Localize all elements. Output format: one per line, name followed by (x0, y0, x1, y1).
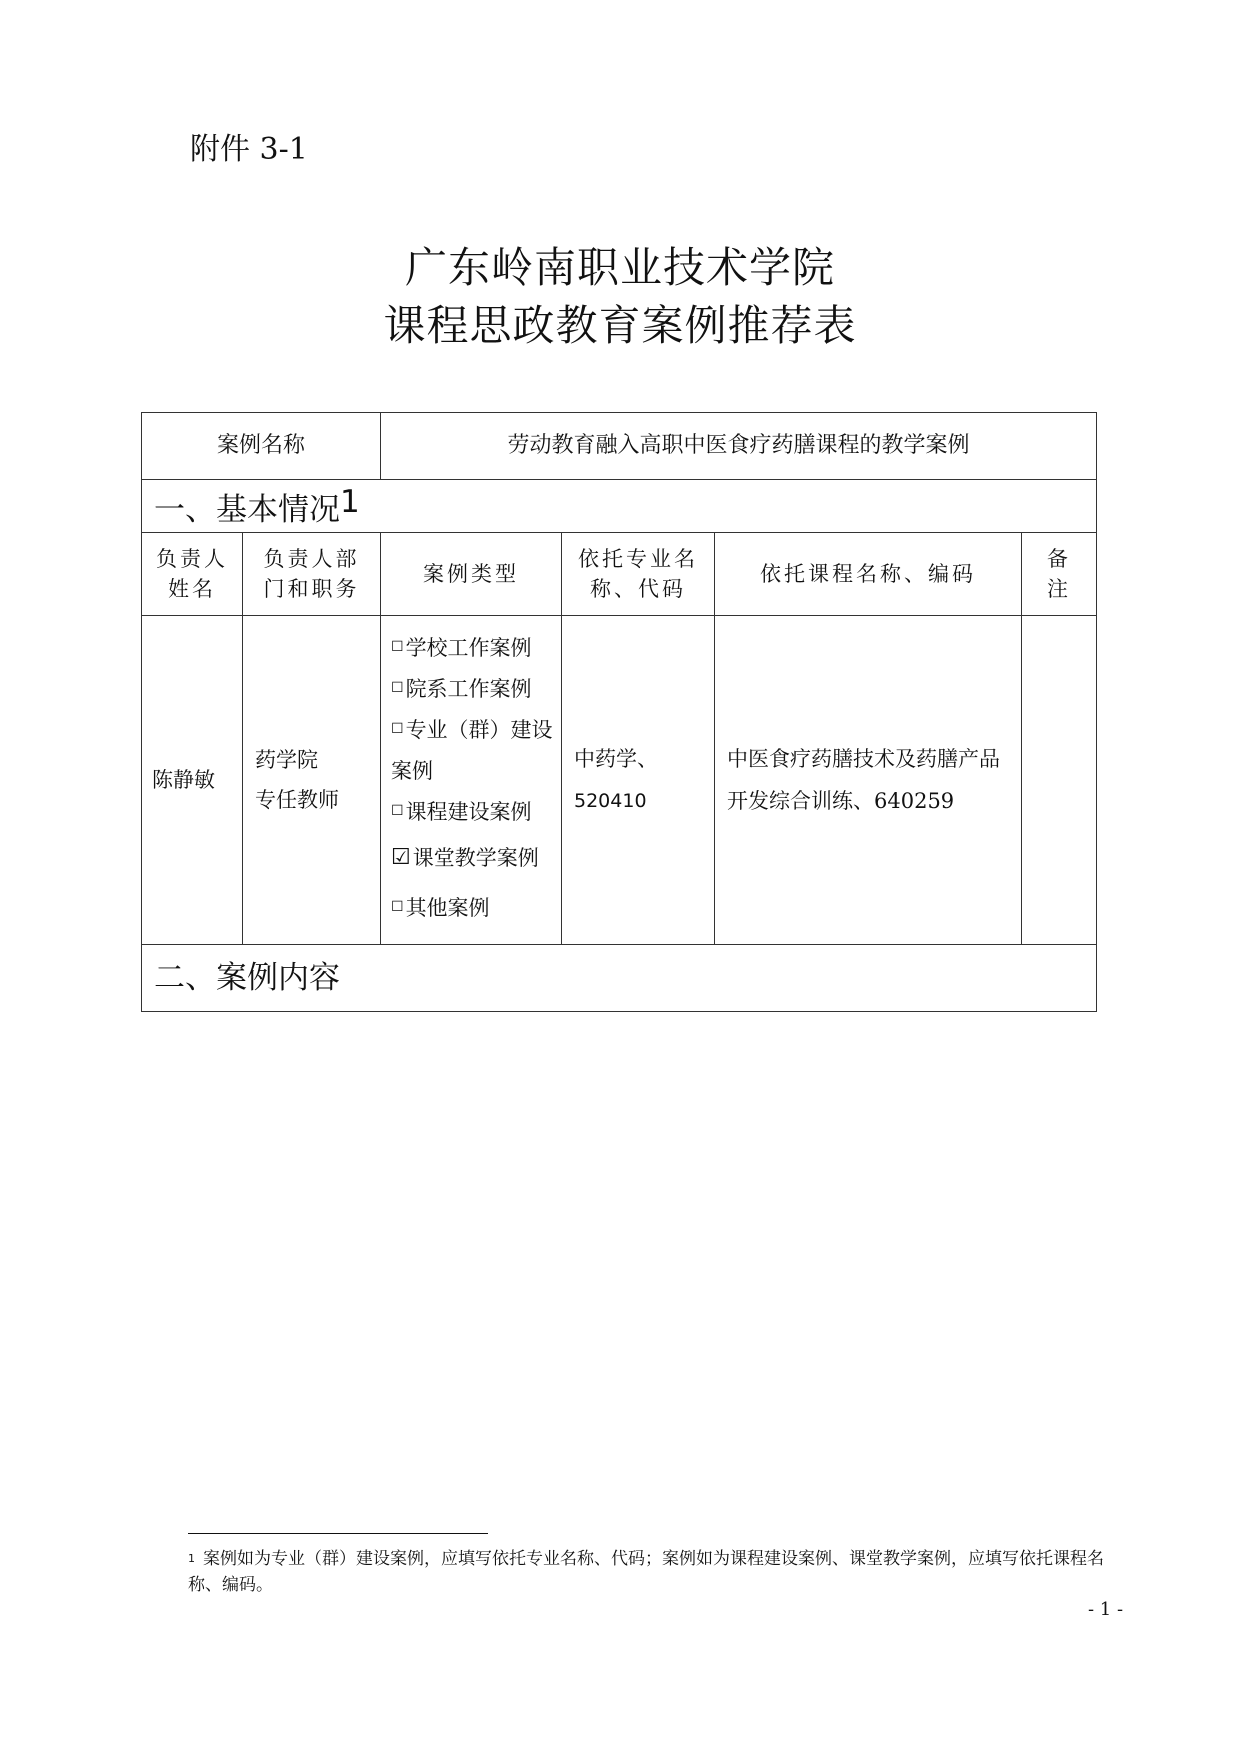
case-type-option[interactable]: ☐专业（群）建设案例 (391, 717, 553, 783)
course-cell (715, 616, 1022, 945)
checkbox-unchecked-icon: ☐ (391, 721, 404, 737)
checkbox-unchecked-icon: ☐ (391, 680, 404, 696)
document-title-line1: 广东岭南职业技术学院 (404, 243, 835, 292)
case-type-option-selected[interactable]: ☑课堂教学案例 (391, 845, 539, 870)
footnote-text: 案例如为专业（群）建设案例，应填写依托专业名称、代码；案例如为课程建设案例、课堂教学案例，应填写依托课程名称、编码。 (188, 1549, 1104, 1595)
major-cell (562, 616, 715, 945)
section-content-title: 二、案例内容 (154, 960, 340, 996)
checkbox-unchecked-icon: ☐ (391, 899, 404, 915)
course-value: 中医食疗药膳技术及药膳产品开发综合训练、640259 (727, 747, 1000, 813)
case-type-option[interactable]: ☐学校工作案例 (391, 635, 532, 660)
header-major: 依托专业名 称、代码 (562, 533, 715, 616)
attachment-label: 附件 3-1 (190, 132, 308, 167)
major-name: 中药学、 (574, 747, 658, 771)
case-name-label: 案例名称 (142, 413, 381, 480)
section-content-row (142, 945, 1097, 1012)
case-type-option[interactable]: ☐院系工作案例 (391, 676, 532, 701)
footnote-mark: 1 (188, 1552, 195, 1565)
recommendation-form-table (141, 412, 1097, 1012)
header-remark: 备 注 (1022, 533, 1097, 616)
section-basic-info-row (142, 480, 1097, 533)
case-type-option[interactable]: ☐其他案例 (391, 895, 490, 920)
table-header-row (142, 533, 1097, 616)
section-basic-info (142, 480, 1097, 533)
header-leader-dept: 负责人部 门和职务 (243, 533, 381, 616)
footnote-divider (188, 1533, 488, 1534)
document-title-line2: 课程思政教育案例推荐表 (383, 301, 857, 350)
dept-value: 药学院 (255, 748, 318, 772)
header-case-type: 案例类型 (381, 533, 562, 616)
page-number: - 1 - (1088, 1599, 1124, 1620)
checkbox-unchecked-icon: ☐ (391, 639, 404, 655)
case-name-row (142, 413, 1097, 480)
section-content (142, 945, 1097, 1012)
section-basic-info-title: 一、基本情况 (154, 492, 340, 528)
case-name-value: 劳动教育融入高职中医食疗药膳课程的教学案例 (381, 413, 1097, 480)
case-type-option[interactable]: ☐课程建设案例 (391, 799, 532, 824)
remark-cell (1022, 616, 1097, 945)
position-value: 专任教师 (255, 788, 339, 812)
major-code: 520410 (574, 790, 647, 812)
footnote-reference: 1 (340, 484, 360, 520)
footnote (188, 1546, 1123, 1598)
leader-name-cell: 陈静敏 (142, 616, 243, 945)
checkbox-checked-icon: ☑ (391, 845, 411, 870)
checkbox-unchecked-icon: ☐ (391, 803, 404, 819)
case-type-cell (381, 616, 562, 945)
header-course: 依托课程名称、编码 (715, 533, 1022, 616)
header-leader-name: 负责人 姓名 (142, 533, 243, 616)
leader-dept-cell (243, 616, 381, 945)
table-row (142, 616, 1097, 945)
